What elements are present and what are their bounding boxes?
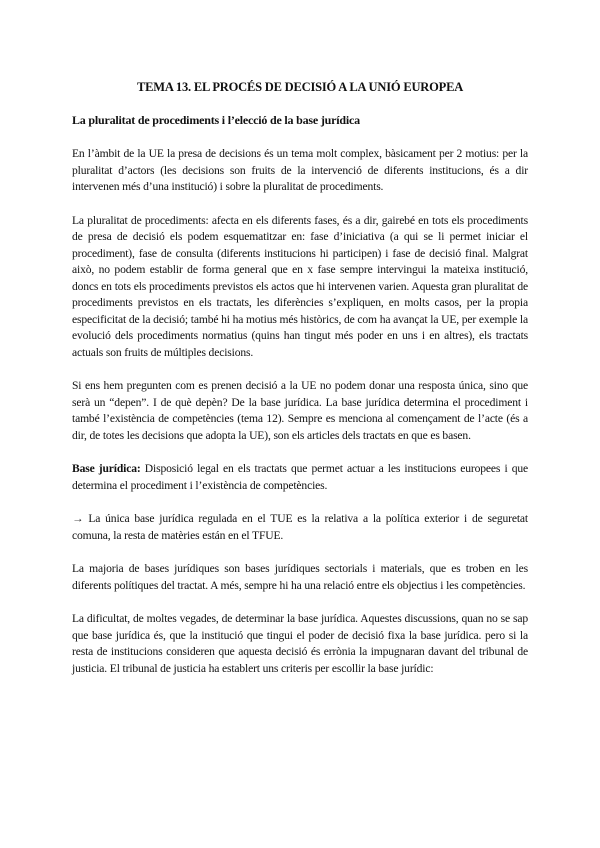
paragraph-6: La majoria de bases jurídiques son bases jurídiques sectorials i materials, que es troben en les diferents polítiques del tractat. A més, sempre hi ha una relació entre els objectius i les competències. — [72, 562, 528, 592]
page-title: TEMA 13. EL PROCÉS DE DECISIÓ A LA UNIÓ EUROPEA — [136, 80, 464, 94]
section-heading: La pluralitat de procediments i l’elecció de la base jurídica — [72, 113, 360, 127]
definition-term: Base jurídica: — [72, 462, 141, 475]
paragraph-5: → La única base jurídica regulada en el TUE es la relativa a la política exterior i de seguretat comuna, la resta de matèries están en el TFUE. — [72, 512, 528, 542]
paragraph-2: La pluralitat de procediments: afecta en els diferents fases, és a dir, gairebé en tots els procediments de presa de decisió els podem esquematitzar en: fase d’iniciativa (a qui se li permet iniciar el procediment), fase de consulta (diferents institucions hi participen) i fase de decisió final. Malgrat això, no podem establir de forma general que en x fase sempre intervingui la mateixa institució, doncs en tots els procediments previstos els actos que hi intervenen varien. Aquesta gran pluralitat de procediments previstos en els tractats, les diferències s’expliquen, en molts casos, per la propia especificitat de la decisió; també hi ha motius més històrics, de com ha avançat la UE, per exemple la evolució dels procediments normatius (quins han tingut més poder en uns i en altres), els tractats actuals son fruits de múltiples decisions. — [72, 213, 528, 359]
paragraph-7: La dificultat, de moltes vegades, de determinar la base jurídica. Aquestes discussions, quan no se sap que base jurídica és, que la institució que tingui el poder de decisió fixa la base jurídica. pero si la resta de institucions consideren que aquesta decisió és errònia la impugnaran davant del tribunal de justicia. El tribunal de justicia ha establert uns criteris per escollir la base jurídic: — [72, 612, 528, 675]
definition-text: Disposició legal en els tractats que permet actuar a les institucions europees i que determina el procediment i l’existència de competències. — [72, 462, 528, 492]
paragraph-4 — [72, 461, 528, 494]
paragraph-3: Si ens hem pregunten com es prenen decisió a la UE no podem donar una resposta única, sino que serà un “depen”. I de què depèn? De la base jurídica. La base jurídica determina el procediment i també l’existència de competències (tema 12). Sempre es menciona al començament de l’acte (és a dir, de totes les decisions que adopta la UE), son els articles dels tractats en que es basen. — [72, 379, 528, 442]
paragraph-1: En l’àmbit de la UE la presa de decisions és un tema molt complex, bàsicament per 2 motius: per la pluralitat d’actors (les decisions son fruits de la intervenció de diferents institucions, és a dir intervenen més d’una institució) i sobre la pluralitat de procediments. — [72, 147, 528, 193]
